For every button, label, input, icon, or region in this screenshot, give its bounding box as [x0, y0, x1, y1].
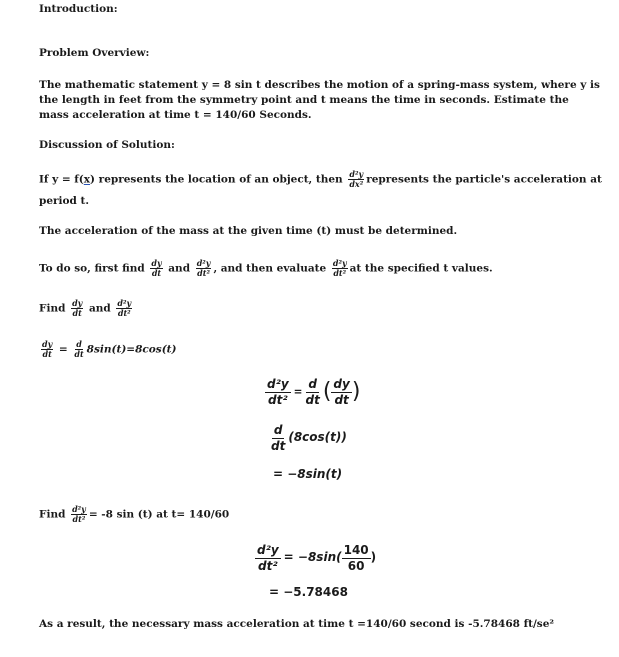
frac-num: d²y — [332, 258, 347, 268]
def-middle: ) represents the location of an object, then — [90, 173, 343, 186]
frac-num: dy — [72, 298, 83, 308]
dy-dt-fraction — [331, 377, 351, 408]
def-suffix: represents the particle's acceleration at — [366, 173, 602, 186]
frac-num: d²y — [349, 169, 364, 179]
method-statement — [39, 259, 493, 278]
dy-dt-fraction — [41, 340, 53, 359]
frac-den: 60 — [347, 558, 365, 573]
find-label: Find — [39, 508, 66, 521]
frac-num: dy — [151, 258, 162, 268]
overview-line-2: the length in feet from the symmetry point and t means the time in seconds. Estimate the — [39, 94, 569, 106]
frac-den: dt² — [268, 392, 288, 407]
frac-den: dt — [72, 308, 82, 318]
d2y-dt2-fraction-2 — [332, 259, 348, 278]
d-dt-operator — [271, 423, 285, 454]
overview-line-1: The mathematic statement y = 8 sin t describes the motion of a spring-mass system, where y is — [39, 79, 600, 91]
frac-num: d²y — [72, 504, 86, 514]
frac-den: dt — [271, 438, 286, 453]
method-suffix: at the specified t values. — [349, 262, 493, 275]
left-paren: ( — [322, 379, 332, 404]
frac-den: dt² — [258, 558, 278, 573]
frac-num: d²y — [196, 258, 211, 268]
overview-heading: Problem Overview: — [39, 47, 150, 59]
second-derivative-result: = −8sin(t) — [273, 467, 343, 481]
method-prefix: To do so, first find — [39, 262, 145, 275]
calc-close: ) — [370, 550, 377, 564]
intro-heading: Introduction: — [39, 3, 118, 15]
d2y-dt2-fraction — [265, 377, 291, 408]
frac-num: d²y — [257, 542, 279, 557]
calc-lhs: = −8sin( — [283, 550, 342, 564]
find-acceleration — [39, 505, 229, 524]
right-paren: ) — [351, 379, 361, 404]
d2y-dx2-fraction — [348, 170, 364, 189]
frac-den: dt — [151, 268, 162, 278]
overview-line-3: mass acceleration at time t = 140/60 Seconds. — [39, 109, 312, 121]
first-derivative-rhs: 8sin(t)=8cos(t) — [86, 343, 177, 356]
find-label: Find — [39, 302, 66, 315]
frac-den: dt — [42, 349, 52, 359]
frac-den: dt — [305, 392, 320, 407]
conclusion: As a result, the necessary mass acceleration at time t =140/60 second is -5.78468 ft/se² — [39, 618, 554, 630]
acceleration-definition-line2: period t. — [39, 195, 90, 207]
d2y-dt2-fraction — [196, 259, 212, 278]
second-derivative-definition — [262, 374, 360, 410]
first-derivative — [39, 340, 176, 359]
acceleration-result: = −5.78468 — [269, 585, 348, 599]
frac-den: dt² — [333, 268, 347, 278]
second-derivative-step — [268, 420, 347, 455]
d2y-dt2-fraction — [71, 505, 87, 524]
frac-den: dt² — [197, 268, 210, 278]
find-derivatives — [39, 299, 134, 318]
discussion-heading: Discussion of Solution: — [39, 139, 175, 151]
frac-num: 140 — [343, 542, 369, 557]
def-prefix: If y = f( — [39, 173, 84, 186]
acceleration-definition — [39, 170, 602, 189]
frac-num: dy — [42, 339, 53, 349]
frac-den: dt — [334, 392, 349, 407]
frac-den: dt — [74, 349, 84, 359]
time-fraction — [342, 543, 371, 574]
equals-sign: = — [293, 386, 303, 398]
method-and: and — [168, 262, 191, 275]
d2y-dt2-fraction — [255, 543, 281, 574]
d-dt-operator — [305, 377, 319, 408]
method-middle: , and then evaluate — [213, 262, 327, 275]
def-x: x — [83, 173, 91, 186]
dy-dt-fraction — [150, 259, 162, 278]
frac-den: dx² — [349, 179, 364, 189]
task-statement: The acceleration of the mass at the given time (t) must be determined. — [39, 225, 458, 237]
d-dt-operator — [73, 340, 84, 359]
acceleration-calculation — [252, 538, 376, 577]
frac-num: d — [273, 422, 283, 437]
frac-num: dy — [333, 376, 350, 391]
equals-sign: = — [55, 343, 72, 356]
dy-dt-fraction — [71, 299, 83, 318]
find-text: = -8 sin (t) at t= 140/60 — [88, 508, 230, 521]
find-and: and — [88, 302, 111, 315]
frac-den: dt² — [72, 514, 86, 524]
d2y-dt2-fraction — [116, 299, 132, 318]
step-expression: (8cos(t)) — [288, 430, 347, 444]
frac-den: dt² — [117, 308, 131, 318]
frac-num: d²y — [117, 298, 132, 308]
frac-num: d²y — [267, 376, 289, 391]
frac-num: d — [308, 376, 317, 391]
frac-num: d — [76, 339, 82, 349]
